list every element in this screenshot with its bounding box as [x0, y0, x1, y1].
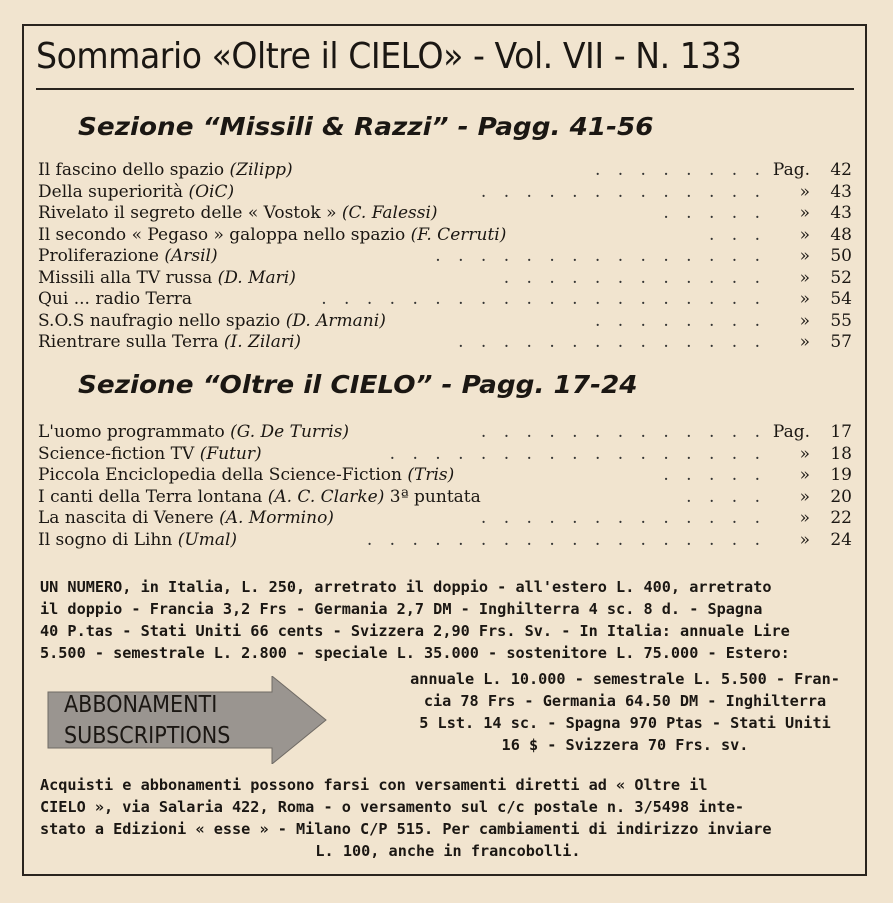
leader-dots: . . . . . . . . [594, 310, 766, 331]
page-number: 43 [830, 181, 852, 202]
abroad-prices [395, 668, 855, 756]
leader-dots: . . . [708, 224, 766, 245]
item-author: (D. Mari) [217, 267, 296, 288]
leader-dots: . . . . . . . . . . . . [503, 267, 766, 288]
leader-dots: . . . . . . . . . . . . . . . . . . . . [321, 289, 766, 309]
price-line: UN NUMERO, in Italia, L. 250, arretrato il doppio - all'estero L. 400, arretrato [40, 578, 772, 596]
page-number: 42 [830, 160, 852, 180]
leader-dots: . . . . . . . . . . . . . . [458, 332, 766, 352]
page-label: » [799, 529, 810, 550]
leader-dots: . . . . . . . . . . . . . . . . . [389, 443, 766, 464]
item-author: (A. C. Clarke) [267, 486, 385, 507]
item-author: (F. Cerruti) [410, 224, 507, 245]
toc-item[interactable] [38, 246, 856, 268]
page-label: » [799, 486, 810, 507]
price-line: 40 P.tas - Stati Uniti 66 cents - Svizzera 2,90 Frs. Sv. - In Italia: annuale Lire [40, 622, 790, 640]
page-label: » [799, 267, 810, 288]
toc-item[interactable] [38, 203, 856, 225]
toc-item[interactable] [38, 311, 856, 333]
toc-item[interactable] [38, 487, 856, 509]
item-author: (I. Zilari) [223, 332, 302, 352]
leader-dots: . . . . . [663, 203, 766, 223]
item-author: (Umal) [177, 529, 238, 550]
leader-dots: . . . . . . . . . . . . . [480, 422, 766, 442]
item-author: (D. Armani) [285, 310, 386, 331]
footer-line: stato a Edizioni « esse » - Milano C/P 515. Per cambiamenti di indirizzo inviare [40, 820, 772, 838]
page-number: 20 [830, 486, 852, 507]
arrow-line-1: ABBONAMENTI [64, 692, 218, 718]
page-label: » [799, 246, 810, 266]
page-label: » [799, 332, 810, 352]
item-author: (OiC) [188, 181, 235, 202]
page-number: 19 [830, 465, 852, 485]
page-number: 54 [830, 289, 852, 309]
toc-item[interactable] [38, 508, 856, 530]
page-number: 43 [830, 203, 852, 223]
leader-dots: . . . . . [663, 465, 766, 485]
price-line: il doppio - Francia 3,2 Frs - Germania 2,7 DM - Inghilterra 4 sc. 8 d. - Spagna [40, 600, 763, 618]
item-title: Rivelato il segreto delle « Vostok » [38, 203, 337, 223]
item-extra: 3ª puntata [389, 486, 481, 507]
item-title: Della superiorità [38, 181, 184, 202]
item-title: Science-fiction TV [38, 443, 195, 464]
footer-line: CIELO », via Salaria 422, Roma - o versamento sul c/c postale n. 3/5498 inte- [40, 798, 745, 816]
abroad-line: 5 Lst. 14 sc. - Spagna 970 Ptas - Stati Uniti [419, 714, 831, 732]
arrow-label [64, 690, 230, 752]
page-number: 52 [830, 267, 852, 288]
item-title: I canti della Terra lontana [38, 486, 263, 507]
section-heading-oltre-il-cielo: Sezione “Oltre il CIELO” - Pagg. 17-24 [78, 370, 638, 399]
page-number: 18 [830, 443, 852, 464]
price-info [40, 576, 854, 664]
toc-item[interactable] [38, 225, 856, 247]
page-label: Pag. [772, 160, 810, 180]
leader-dots: . . . . . . . . . . . . . [480, 508, 766, 528]
title-underline [36, 88, 854, 90]
toc-item[interactable] [38, 444, 856, 466]
abroad-line: annuale L. 10.000 - semestrale L. 5.500 - Fran- [410, 670, 840, 688]
toc-item[interactable] [38, 530, 856, 552]
page-title: Sommario «Oltre il CIELO» - Vol. VII - N. 133 [36, 36, 742, 77]
page-label: » [799, 289, 810, 309]
page-number: 48 [830, 224, 852, 245]
page-label: » [799, 310, 810, 331]
item-title: Il sogno di Lihn [38, 529, 173, 550]
subscriptions-arrow [46, 676, 328, 764]
page-number: 50 [830, 246, 852, 266]
page-number: 57 [830, 332, 852, 352]
item-title: S.O.S naufragio nello spazio [38, 310, 281, 331]
toc-item[interactable] [38, 332, 856, 354]
footer-line: Acquisti e abbonamenti possono farsi con versamenti diretti ad « Oltre il [40, 776, 708, 794]
page-number: 17 [830, 422, 852, 442]
item-title: Il fascino dello spazio [38, 160, 225, 180]
arrow-line-2: SUBSCRIPTIONS [64, 723, 231, 749]
page-number: 55 [830, 310, 852, 331]
page-label: Pag. [772, 422, 810, 442]
abroad-line: cia 78 Frs - Germania 64.50 DM - Inghilterra [423, 692, 827, 710]
page-label: » [799, 181, 810, 202]
leader-dots: . . . . . . . . . . . . . . . . . . [366, 529, 766, 550]
item-author: (Arsil) [164, 246, 218, 266]
item-author: (G. De Turris) [230, 422, 349, 442]
leader-dots: . . . . [686, 486, 766, 507]
item-title: Proliferazione [38, 246, 159, 266]
item-title: Piccola Enciclopedia della Science-Fiction [38, 465, 402, 485]
section-heading-missili: Sezione “Missili & Razzi” - Pagg. 41-56 [78, 112, 654, 141]
page-label: » [799, 224, 810, 245]
toc-item[interactable] [38, 160, 856, 182]
toc-list-oltre-il-cielo [38, 422, 856, 551]
footer-line: L. 100, anche in francobolli. [315, 842, 581, 860]
toc-item[interactable] [38, 465, 856, 487]
page-label: » [799, 443, 810, 464]
leader-dots: . . . . . . . . . . . . . [480, 181, 766, 202]
item-title: Qui ... radio Terra [38, 289, 193, 309]
abroad-line: 16 $ - Svizzera 70 Frs. sv. [501, 736, 749, 754]
toc-item[interactable] [38, 289, 856, 311]
page-number: 22 [830, 508, 852, 528]
page-label: » [799, 508, 810, 528]
toc-item[interactable] [38, 268, 856, 290]
item-title: Missili alla TV russa [38, 267, 213, 288]
item-author: (Tris) [407, 465, 455, 485]
footer-note [40, 774, 856, 862]
item-title: Il secondo « Pegaso » galoppa nello spazio [38, 224, 406, 245]
page-label: » [799, 465, 810, 485]
leader-dots: . . . . . . . . [594, 160, 766, 180]
item-title: L'uomo programmato [38, 422, 225, 442]
item-author: (Zilipp) [229, 160, 293, 180]
item-author: (Futur) [199, 443, 262, 464]
item-title: La nascita di Venere [38, 508, 214, 528]
leader-dots: . . . . . . . . . . . . . . . [435, 246, 766, 266]
toc-item[interactable] [38, 182, 856, 204]
item-author: (A. Mormino) [219, 508, 334, 528]
page-number: 24 [830, 529, 852, 550]
item-title: Rientrare sulla Terra [38, 332, 219, 352]
toc-list-missili [38, 160, 856, 354]
item-author: (C. Falessi) [341, 203, 438, 223]
toc-item[interactable] [38, 422, 856, 444]
page-label: » [799, 203, 810, 223]
price-line: 5.500 - semestrale L. 2.800 - speciale L. 35.000 - sostenitore L. 75.000 - Estero: [40, 644, 790, 662]
